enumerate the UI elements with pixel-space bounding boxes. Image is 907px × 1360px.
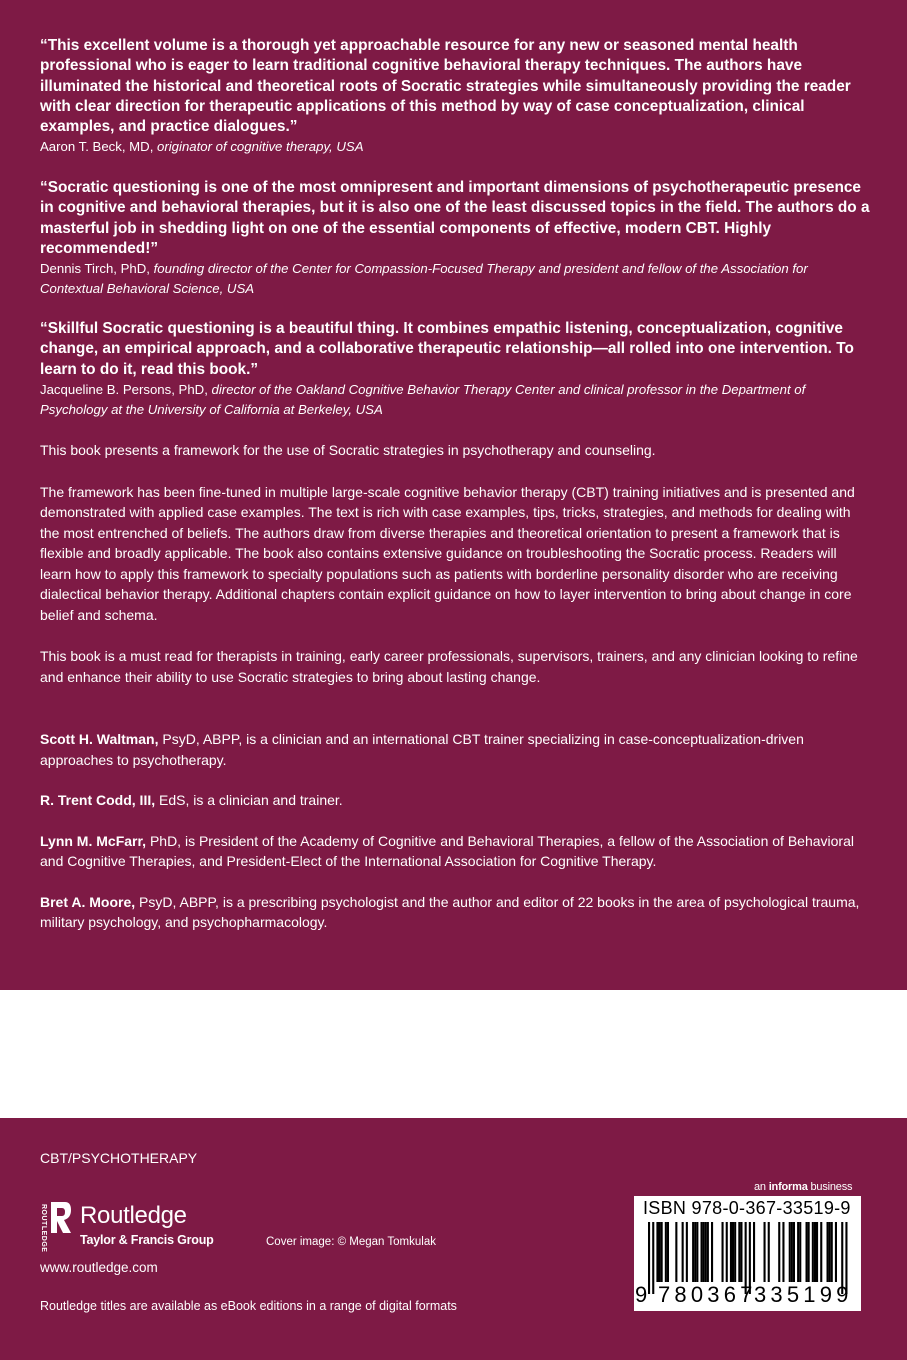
endorsement-persons <box>40 319 870 419</box>
barcode-bar <box>692 1222 694 1282</box>
barcode-bar <box>705 1222 707 1282</box>
barcode-bar <box>696 1222 698 1282</box>
author-bio <box>40 790 870 811</box>
barcode-bar <box>764 1222 766 1282</box>
endorser-name: Dennis Tirch, PhD, <box>40 261 150 277</box>
informa-prefix: an <box>754 1181 766 1193</box>
barcode-bar <box>682 1222 684 1282</box>
endorsement-tirch <box>40 178 870 298</box>
barcode-bar <box>835 1222 837 1282</box>
barcode-left-digits: 780367 <box>658 1282 757 1307</box>
barcode-bar <box>791 1222 793 1282</box>
barcode-bar <box>661 1222 663 1282</box>
author-bio <box>40 892 870 933</box>
endorsement-text: “Skillful Socratic questioning is a beautiful thing. It combines empathic listening, conceptualization, cognitive change, an empirical approach, and a collaborative therapeutic relationship—all rolled into one intervention. To learn to do it, read this book.” <box>40 320 854 378</box>
barcode-bar <box>829 1222 831 1282</box>
isbn-label: ISBN 978-0-367-33519-9 <box>643 1198 851 1218</box>
barcode-bar <box>816 1222 818 1282</box>
description-paragraph: The framework has been fine-tuned in multiple large-scale cognitive behavior therapy (CBT) training initiatives and is presented and demonstrated with applied case examples. The text is rich with case examples, tips, tricks, strategies, and methods for dealing with the most entrenched of beliefs. The authors draw from diverse therapies and theoretical orientation to present a framework that is flexible and broadly applicable. The book also contains extensive guidance on troubleshooting the Socratic process. Readers will learn how to apply this framework to specialty populations such as patients with borderline personality disorder who are receiving dialectical behavior therapy. Additional chapters contain explicit guidance on how to layer intervention to bring about change in core belief and schema. <box>40 483 855 623</box>
description-paragraph: This book presents a framework for the use of Socratic strategies in psychotherapy and counseling. <box>40 442 656 459</box>
author-bio <box>40 831 870 872</box>
barcode-bar <box>656 1222 658 1282</box>
barcode-bar <box>778 1222 780 1282</box>
barcode-bar <box>768 1222 770 1282</box>
publisher-group: Taylor & Francis Group <box>80 1233 214 1247</box>
barcode-bar <box>722 1222 724 1282</box>
description-paragraph: This book is a must read for therapists in training, early career professionals, supervisors, trainers, and any clinician looking to refine and enhance their ability to use Socratic strategies to bring about lasting change. <box>40 648 858 685</box>
endorser-name: Aaron T. Beck, MD, <box>40 139 154 155</box>
cover-credit: Cover image: © Megan Tomkulak <box>266 1236 436 1248</box>
endorser-role: founding director of the Center for Compassion-Focused Therapy and president and fellow of the Association for Contextual Behavioral Science, USA <box>40 261 808 296</box>
barcode-bar <box>797 1222 799 1282</box>
barcode-bar <box>726 1222 728 1282</box>
barcode-bar <box>711 1222 713 1282</box>
publisher-name: Routledge <box>80 1202 187 1229</box>
barcode-bar <box>686 1222 688 1282</box>
endorsement-attribution <box>40 137 870 157</box>
barcode-bar <box>701 1222 703 1282</box>
barcode-bar <box>831 1222 833 1282</box>
barcode-bar <box>808 1222 810 1282</box>
informa-suffix: business <box>810 1181 853 1193</box>
author-name: Bret A. Moore, <box>40 893 136 910</box>
informa-brand: informa <box>768 1181 808 1193</box>
endorsement-text: “Socratic questioning is one of the most omnipresent and important dimensions of psychotherapeutic presence in cognitive and behavioral therapies, but it is also one of the least discussed topics in the field. The authors do a masterful job in shedding light on one of the essential components of effective, modern CBT. Highly recommended!” <box>40 178 870 257</box>
endorsement-attribution <box>40 380 870 419</box>
barcode-bar <box>793 1222 795 1282</box>
author-bios <box>40 729 870 933</box>
endorsement-text: “This excellent volume is a thorough yet approachable resource for any new or seasoned mental health professional who is eager to learn traditional cognitive behavioral therapy techniques. The authors have illuminated the historical and theoretical roots of Socratic strategies while simultaneously providing the reader with clear direction for therapeutic applications of this method by way of case conceptualization, clinical examples, and practice dialogues.” <box>40 37 851 136</box>
barcode-bar <box>675 1222 677 1282</box>
publisher-website[interactable]: www.routledge.com <box>40 1260 158 1275</box>
author-bio-text: PsyD, ABPP, is a clinician and an international CBT trainer specializing in case-conceptualization-driven approaches to psychotherapy. <box>40 731 804 768</box>
author-bio-text: PhD, is President of the Academy of Cognitive and Behavioral Therapies, a fellow of the Association of Behavioral and Cognitive Therapies, and President-Elect of the International Association for Cognitive Therapy. <box>40 832 854 870</box>
author-bio-text: EdS, is a clinician and trainer. <box>155 792 343 809</box>
isbn-barcode <box>634 1196 861 1311</box>
endorser-role: director of the Oakland Cognitive Behavior Therapy Center and clinical professor in the Department of Psychology at the University of California at Berkeley, USA <box>40 382 806 417</box>
barcode-bar <box>827 1222 829 1282</box>
barcode-bar <box>732 1222 734 1282</box>
author-name: Scott H. Waltman, <box>40 731 159 748</box>
barcode-lead-digit: 9 <box>635 1282 648 1307</box>
barcode-bar <box>738 1222 740 1282</box>
barcode-bar <box>667 1222 669 1282</box>
barcode-right-digits: 335199 <box>754 1282 853 1307</box>
white-band <box>0 990 907 1118</box>
barcode-bar <box>806 1222 808 1282</box>
barcode-bar <box>707 1222 709 1282</box>
ebook-note: Routledge titles are available as eBook editions in a range of digital formats <box>40 1299 457 1313</box>
back-cover-content <box>40 36 870 953</box>
endorsement-beck <box>40 36 870 157</box>
author-bio-text: PsyD, ABPP, is a prescribing psychologist and the author and editor of 22 books in the area of psychological trauma, military psychology, and psychopharmacology. <box>40 893 860 931</box>
barcode-digits <box>634 1282 861 1310</box>
endorsement-attribution <box>40 259 870 298</box>
author-bio <box>40 729 870 770</box>
author-name: Lynn M. McFarr, <box>40 832 147 849</box>
barcode-bar <box>812 1222 814 1282</box>
barcode-bar <box>730 1222 732 1282</box>
barcode-bar <box>665 1222 667 1282</box>
informa-tagline <box>754 1181 852 1193</box>
barcode-bar <box>814 1222 816 1282</box>
category-label: CBT/PSYCHOTHERAPY <box>40 1150 198 1166</box>
endorser-name: Jacqueline B. Persons, PhD, <box>40 382 208 398</box>
barcode-bar <box>789 1222 791 1282</box>
endorser-role: originator of cognitive therapy, USA <box>157 139 364 155</box>
barcode-bar <box>694 1222 696 1282</box>
author-name: R. Trent Codd, III, <box>40 792 156 809</box>
barcode-bar <box>820 1222 822 1282</box>
barcode-bar <box>659 1222 661 1282</box>
barcode-bar <box>740 1222 742 1282</box>
publisher-vertical-text: ROUTLEDGE <box>40 1204 47 1253</box>
barcode-bar <box>799 1222 801 1282</box>
barcode-bar <box>734 1222 736 1282</box>
barcode-bar <box>703 1222 705 1282</box>
routledge-logo <box>38 1197 238 1257</box>
barcode-bar <box>782 1222 784 1282</box>
barcode-bar <box>753 1222 755 1282</box>
